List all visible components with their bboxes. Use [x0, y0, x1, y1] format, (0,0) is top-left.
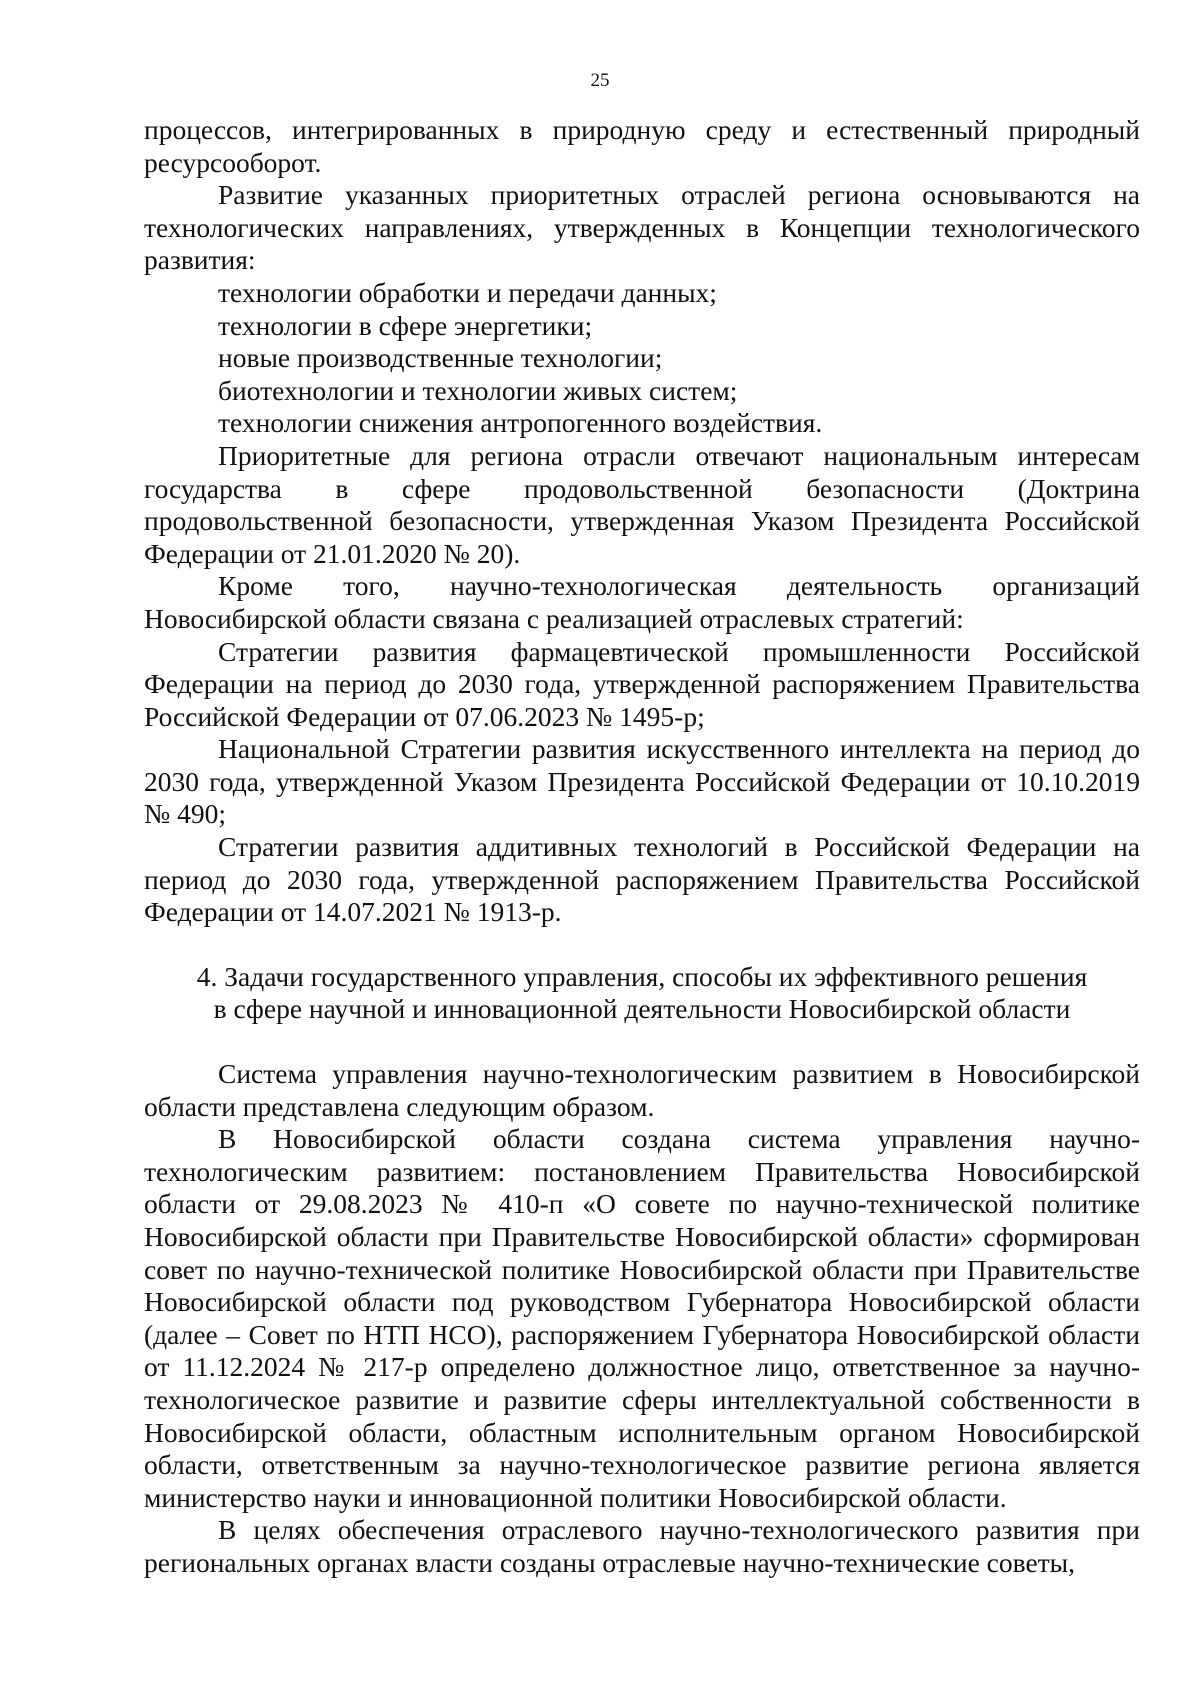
document-body	[144, 114, 1140, 1580]
section-heading	[144, 961, 1140, 1026]
paragraph-sector-councils: В целях обеспечения отраслевого научно-технологического развития при региональных органах власти созданы отраслевые научно-технические советы,	[144, 1514, 1140, 1578]
section-heading-line-1: 4. Задачи государственного управления, способы их эффективного решения	[196, 960, 1088, 992]
paragraph-sector-strategies-intro: Кроме того, научно-технологическая деятельность организаций Новосибирской области связана с реализацией отраслевых стратегий:	[144, 570, 1140, 634]
page-number: 25	[590, 70, 610, 91]
list-item-tech-direction: новые производственные технологии;	[218, 342, 663, 374]
list-item-tech-direction: технологии снижения антропогенного воздействия.	[218, 407, 823, 439]
paragraph-management-system: В Новосибирской области создана система управления научно-технологическим развитием: постановлением Правительства Новосибирской области от 29.08.2023 № 410-п «О совете по научно-технической политике Новосибирской области при Правительстве Новосибирской области» сформирован совет по научно-технической политике Новосибирской области при Правительстве Новосибирской области под руководством Губернатора Новосибирской области (далее – Совет по НТП НСО), распоряжением Губернатора Новосибирской области от 11.12.2024 № 217-р определено должностное лицо, ответственное за научно-технологическое развитие и развитие сферы интеллектуальной собственности в Новосибирской области, областным исполнительным органом Новосибирской области, ответственным за научно-технологическое развитие региона является министерство науки и инновационной политики Новосибирской области.	[144, 1123, 1140, 1513]
paragraph-ai-strategy: Национальной Стратегии развития искусственного интеллекта на период до 2030 года, утвержденной Указом Президента Российской Федерации от 10.10.2019 № 490;	[144, 733, 1140, 830]
paragraph-continuation: процессов, интегрированных в природную среду и естественный природный ресурсооборот.	[144, 114, 1140, 178]
list-item-tech-direction: технологии обработки и передачи данных;	[218, 276, 717, 308]
paragraph-food-security: Приоритетные для региона отрасли отвечают национальным интересам государства в сфере продовольственной безопасности (Доктрина продовольственной безопасности, утвержденная Указом Президента Российской Федерации от 21.01.2020 № 20).	[144, 439, 1140, 569]
section-heading-line-2: в сфере научной и инновационной деятельности Новосибирской области	[213, 993, 1071, 1025]
paragraph-tech-directions-intro: Развитие указанных приоритетных отраслей региона основываются на технологических направлениях, утвержденных в Концепции технологического развития:	[144, 179, 1140, 276]
paragraph-additive-strategy: Стратегии развития аддитивных технологий в Российской Федерации на период до 2030 года, утвержденной распоряжением Правительства Российской Федерации от 14.07.2021 № 1913-р.	[144, 831, 1140, 928]
list-item-tech-direction: технологии в сфере энергетики;	[218, 309, 593, 341]
list-item-tech-direction: биотехнологии и технологии живых систем;	[218, 374, 738, 406]
paragraph-pharma-strategy: Стратегии развития фармацевтической промышленности Российской Федерации на период до 2030 года, утвержденной распоряжением Правительства Российской Федерации от 07.06.2023 № 1495-р;	[144, 635, 1140, 732]
paragraph-management-system-intro: Система управления научно-технологическим развитием в Новосибирской области представлена следующим образом.	[144, 1058, 1140, 1122]
